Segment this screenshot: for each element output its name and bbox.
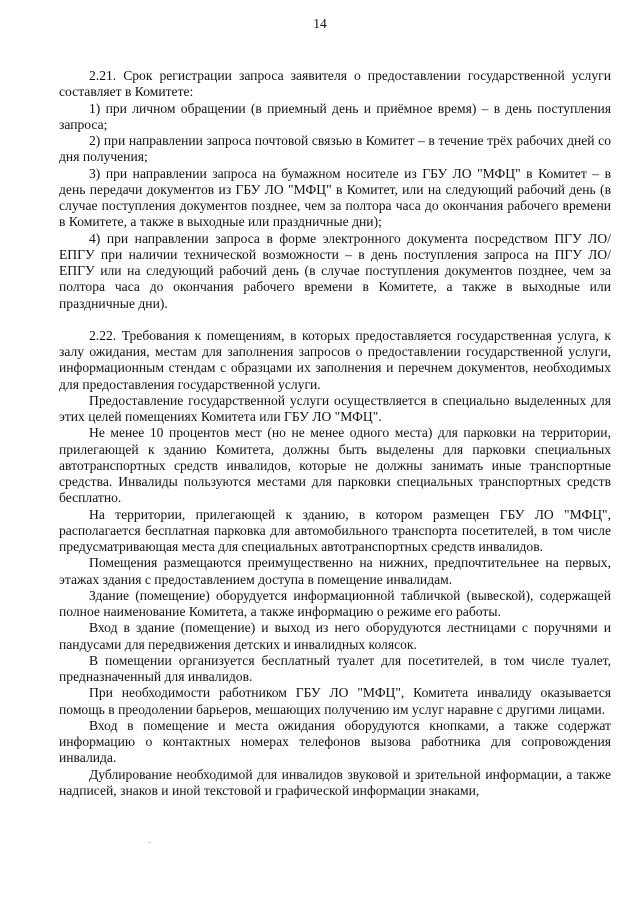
paragraph: На территории, прилегающей к зданию, в котором размещен ГБУ ЛО "МФЦ", располагается бесплатная парковка для автомобильного транспорта посетителей, в том числе предусматривающая места для специальных автотранспортных средств инвалидов.: [59, 506, 611, 554]
paragraph: 1) при личном обращении (в приемный день и приёмное время) – в день поступления запроса;: [59, 100, 611, 132]
paragraph: Дублирование необходимой для инвалидов звуковой и зрительной информации, а также надписей, знаков и иной текстовой и графической информации знаками,: [59, 766, 611, 798]
page-number: 14: [313, 16, 327, 31]
paragraph: Предоставление государственной услуги осуществляется в специально выделенных для этих целей помещениях Комитета или ГБУ ЛО "МФЦ".: [59, 392, 611, 424]
paragraph: 2) при направлении запроса почтовой связью в Комитет – в течение трёх рабочих дней со дня получения;: [59, 133, 611, 165]
paragraph: 3) при направлении запроса на бумажном носителе из ГБУ ЛО "МФЦ" в Комитет – в день передачи документов из ГБУ ЛО "МФЦ" в Комитет, или на следующий рабочий день (в случае поступления документов позднее, чем за полтора часа до окончания рабочего времени в Комитете, а также в выходные или праздничные дни);: [59, 165, 611, 230]
paragraph: 2.21. Срок регистрации запроса заявителя о предоставлении государственной услуги составляет в Комитете:: [59, 68, 611, 100]
paragraph: 4) при направлении запроса в форме электронного документа посредством ПГУ ЛО/ЕПГУ при наличии технической возможности – в день поступления запроса на ПГУ ЛО/ЕПГУ или на следующий рабочий день (в случае поступления документов позднее, чем за полтора часа до окончания рабочего времени в Комитете, а также в выходные или праздничные дни).: [59, 230, 611, 311]
paragraph: Помещения размещаются преимущественно на нижних, предпочтительнее на первых, этажах здания с предоставлением доступа в помещение инвалидам.: [59, 555, 611, 587]
paragraph: Здание (помещение) оборудуется информационной табличкой (вывеской), содержащей полное наименование Комитета, а также информацию о режиме его работы.: [59, 587, 611, 619]
paragraph: Вход в здание (помещение) и выход из него оборудуются лестницами с поручнями и пандусами для передвижения детских и инвалидных колясок.: [59, 620, 611, 652]
paragraph: При необходимости работником ГБУ ЛО "МФЦ", Комитета инвалиду оказывается помощь в преодолении барьеров, мешающих получению им услуг наравне с другими лицами.: [59, 685, 611, 717]
paragraph: Не менее 10 процентов мест (но не менее одного места) для парковки на территории, прилегающей к зданию Комитета, должны быть выделены для парковки специальных автотранспортных средств инвалидов, которые не должны занимать иные транспортные средства. Инвалиды пользуются местами для парковки специальных транспортных средств бесплатно.: [59, 425, 611, 506]
paragraph: Вход в помещение и места ожидания оборудуются кнопками, а также содержат информацию о контактных номерах телефонов вызова работника для сопровождения инвалида.: [59, 717, 611, 766]
paragraph: 2.22. Требования к помещениям, в которых предоставляется государственная услуга, к залу ожидания, местам для заполнения запросов о предоставлении государственной услуги, информационным стендам с образцами их заполнения и перечнем документов, необходимых для предоставления государственной услуги.: [59, 327, 611, 392]
scan-artifact: [148, 842, 151, 843]
paragraph: В помещении организуется бесплатный туалет для посетителей, в том числе туалет, предназначенный для инвалидов.: [59, 652, 611, 684]
document-body: [59, 68, 611, 799]
